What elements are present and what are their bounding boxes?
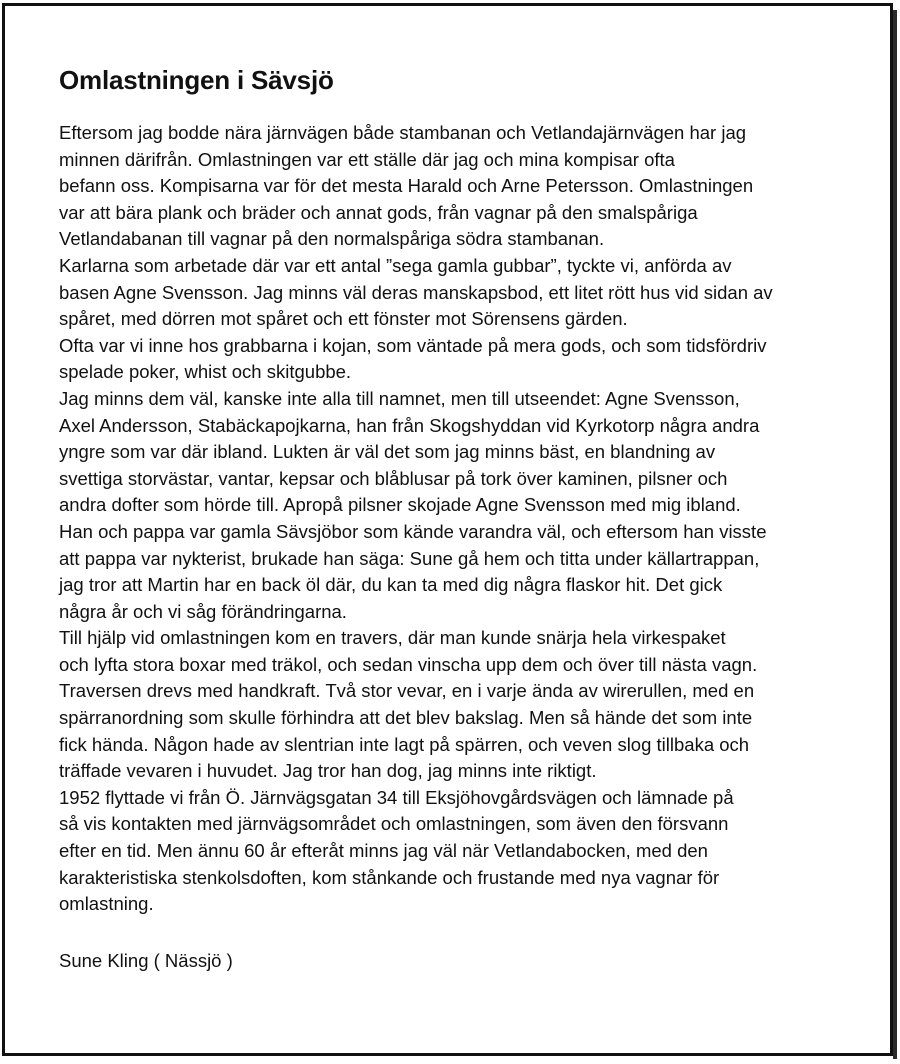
body-line: Traversen drevs med handkraft. Två stor vevar, en i varje ända av wirerullen, med en xyxy=(59,680,755,702)
document-title: Omlastningen i Sävsjö xyxy=(59,65,334,95)
body-line: andra dofter som hörde till. Apropå pilsner skojade Agne Svensson med mig ibland. xyxy=(59,494,741,516)
body-line: minnen därifrån. Omlastningen var ett ställe där jag och mina kompisar ofta xyxy=(59,148,675,170)
body-line: Till hjälp vid omlastningen kom en travers, där man kunde snärja hela virkespaket xyxy=(59,627,726,649)
body-line: karakteristiska stenkolsdoften, kom stånkande och frustande med nya vagnar för xyxy=(59,866,720,888)
body-line: spärranordning som skulle förhindra att det blev bakslag. Men så hände det som inte xyxy=(59,707,753,729)
body-line: yngre som var där ibland. Lukten är väl det som jag minns bäst, en blandning av xyxy=(59,441,716,463)
body-line: Jag minns dem väl, kanske inte alla till namnet, men till utseendet: Agne Svensson, xyxy=(59,387,740,409)
body-line: träffade vevaren i huvudet. Jag tror han dog, jag minns inte riktigt. xyxy=(59,760,597,782)
body-line: Karlarna som arbetade där var ett antal ”sega gamla gubbar”, tyckte vi, anförda av xyxy=(59,254,732,276)
body-line: svettiga storvästar, vantar, kepsar och blåblusar på tork över kaminen, pilsner och xyxy=(59,467,728,489)
body-line: Ofta var vi inne hos grabbarna i kojan, som väntade på mera gods, och som tidsfördriv xyxy=(59,334,767,356)
body-line: befann oss. Kompisarna var för det mesta Harald och Arne Petersson. Omlastningen xyxy=(59,175,754,197)
body-line: Vetlandabanan till vagnar på den normalspåriga södra stambanan. xyxy=(59,228,605,250)
body-line: fick hända. Någon hade av slentrian inte lagt på spärren, och veven slog tillbaka och xyxy=(59,733,750,755)
body-line: 1952 flyttade vi från Ö. Järnvägsgatan 34 till Eksjöhovgårdsvägen och lämnade på xyxy=(59,786,734,808)
body-line: Axel Andersson, Stabäckapojkarna, han från Skogshyddan vid Kyrkotorp några andra xyxy=(59,414,760,436)
document-body xyxy=(59,120,849,918)
body-line: några år och vi såg förändringarna. xyxy=(59,600,347,622)
body-line: spelade poker, whist och skitgubbe. xyxy=(59,361,352,383)
document-content xyxy=(59,62,849,974)
body-line: omlastning. xyxy=(59,893,154,915)
body-line: var att bära plank och bräder och annat gods, från vagnar på den smalspåriga xyxy=(59,201,698,223)
body-line: så vis kontakten med järnvägsområdet och omlastningen, som även den försvann xyxy=(59,813,729,835)
body-line: basen Agne Svensson. Jag minns väl deras manskapsbod, ett litet rött hus vid sidan av xyxy=(59,281,773,303)
body-line: Eftersom jag bodde nära järnvägen både stambanan och Vetlandajärnvägen har jag xyxy=(59,122,747,143)
body-line: spåret, med dörren mot spåret och ett fönster mot Sörensens gärden. xyxy=(59,308,628,330)
body-line: att pappa var nykterist, brukade han säga: Sune gå hem och titta under källartrappan, xyxy=(59,547,760,569)
body-line: efter en tid. Men ännu 60 år efteråt minns jag väl när Vetlandabocken, med den xyxy=(59,840,708,862)
body-line: Han och pappa var gamla Sävsjöbor som kände varandra väl, och eftersom han visste xyxy=(59,520,767,542)
author-signature: Sune Kling ( Nässjö ) xyxy=(59,949,233,971)
body-line: och lyfta stora boxar med träkol, och sedan vinscha upp dem och över till nästa vagn. xyxy=(59,653,758,675)
page-frame xyxy=(2,3,893,1056)
body-line: jag tror att Martin har en back öl där, du kan ta med dig några flaskor hit. Det gick xyxy=(59,574,723,596)
